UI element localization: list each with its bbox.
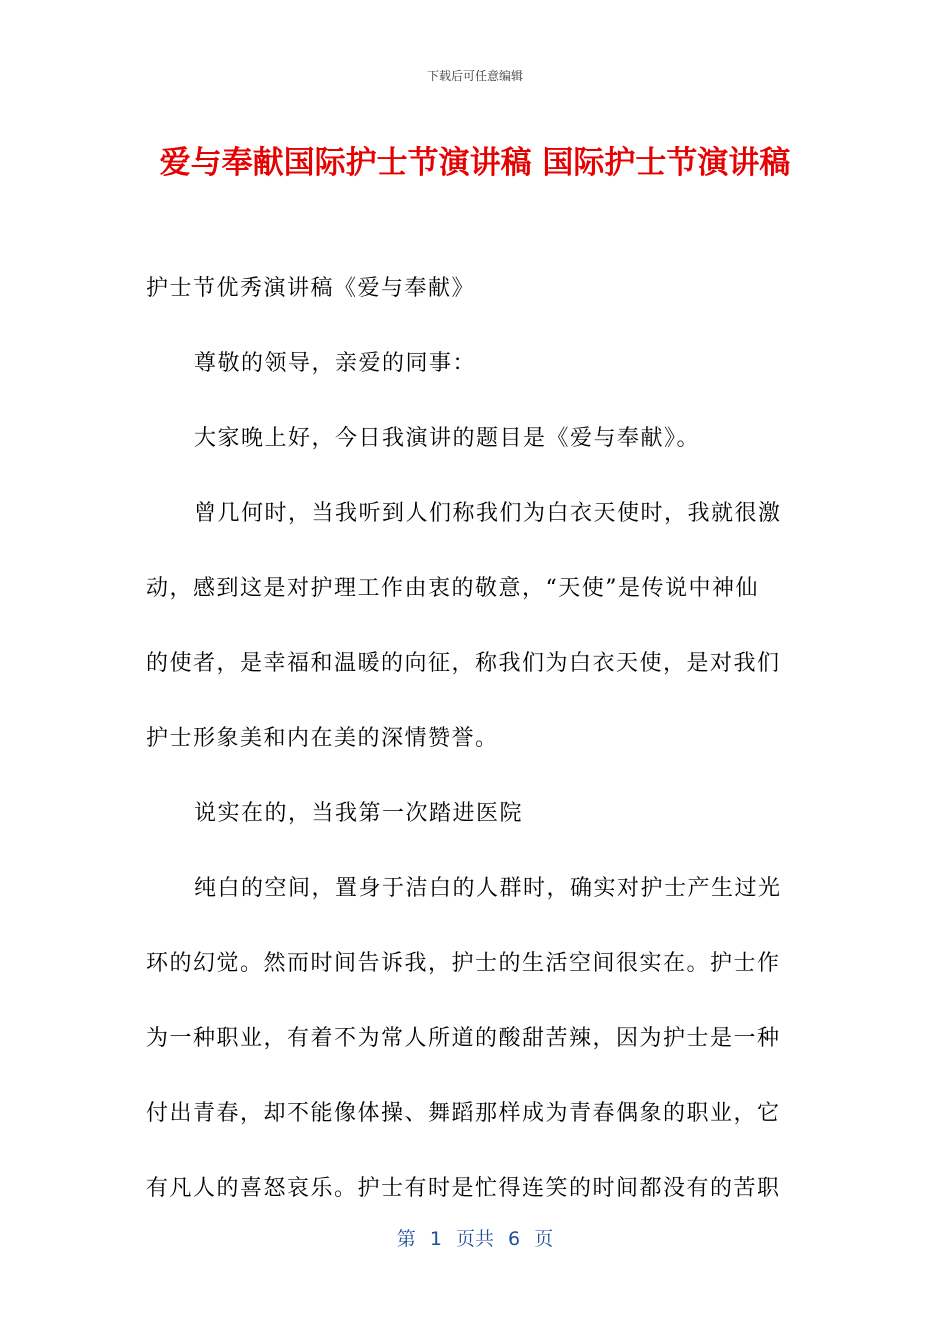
body-line: 护士节优秀演讲稿《爱与奉献》	[146, 276, 476, 301]
page-label-middle: 页共	[455, 1228, 494, 1250]
header-note: 下载后可任意编辑	[426, 69, 523, 83]
body-line: 环的幻觉。然而时间告诉我，护士的生活空间很实在。护士作	[146, 951, 781, 976]
body-line: 的使者，是幸福和温暖的向征，称我们为白衣天使，是对我们	[146, 651, 781, 676]
total-pages: 6	[508, 1228, 521, 1250]
body-line: 大家晚上好，今日我演讲的题目是《爱与奉献》。	[194, 426, 701, 451]
body-line: 为一种职业，有着不为常人所道的酸甜苦辣，因为护士是一种	[146, 1026, 781, 1051]
body-line: 护士形象美和内在美的深情赞誉。	[146, 726, 499, 751]
current-page: 1	[429, 1228, 442, 1250]
page-label-prefix: 第	[396, 1228, 416, 1250]
body-line: 曾几何时，当我听到人们称我们为白衣天使时，我就很激	[194, 501, 782, 526]
document-body	[146, 251, 804, 1226]
body-line: 纯白的空间，置身于洁白的人群时，确实对护士产生过光	[194, 876, 782, 901]
body-line: 动，感到这是对护理工作由衷的敬意，“天使”是传说中神仙	[146, 576, 759, 601]
body-line: 有凡人的喜怒哀乐。护士有时是忙得连笑的时间都没有的苦职	[146, 1176, 781, 1201]
body-line: 说实在的，当我第一次踏进医院	[194, 801, 524, 826]
page-label-suffix: 页	[534, 1228, 554, 1250]
body-line: 付出青春，却不能像体操、舞蹈那样成为青春偶象的职业，它	[146, 1101, 781, 1126]
body-line: 尊敬的领导，亲爱的同事：	[194, 351, 477, 376]
page-number-footer	[0, 1224, 950, 1251]
document-title: 爱与奉献国际护士节演讲稿 国际护士节演讲稿	[159, 145, 791, 181]
